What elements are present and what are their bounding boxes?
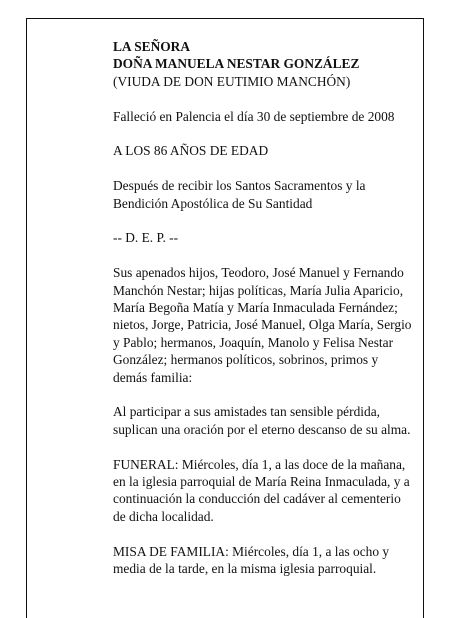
sacraments-line: Después de recibir los Santos Sacramentos y la	[113, 178, 366, 194]
mass-line: MISA DE FAMILIA: Miércoles, día 1, a las ocho y	[113, 543, 390, 559]
family-line: nietos, Jorge, Patricia, José Manuel, Olga María, Sergio	[113, 317, 412, 333]
age-line: A LOS 86 AÑOS DE EDAD	[113, 143, 269, 159]
request-paragraph	[113, 403, 423, 438]
mass-line: media de la tarde, en la misma iglesia parroquial.	[113, 561, 377, 577]
deceased-name: DOÑA MANUELA NESTAR GONZÁLEZ	[113, 56, 360, 72]
deceased-header	[113, 38, 423, 90]
funeral-line: en la iglesia parroquial de María Reina Inmaculada, y a	[113, 474, 410, 490]
sacraments-paragraph	[113, 177, 423, 212]
sacraments-line: Bendición Apostólica de Su Santidad	[113, 195, 313, 211]
family-line: y Pablo; hermanos, Joaquín, Manolo y Felisa Nestar	[113, 334, 394, 350]
funeral-line: FUNERAL: Miércoles, día 1, a las doce de la mañana,	[113, 456, 406, 472]
request-line: Al participar a sus amistades tan sensible pérdida,	[113, 404, 380, 420]
family-paragraph	[113, 264, 423, 386]
family-line: Manchón Nestar; hijas políticas, María Julia Aparicio,	[113, 282, 404, 298]
request-line: suplican una oración por el eterno descanso de su alma.	[113, 421, 411, 437]
family-line: demás familia:	[113, 369, 193, 385]
family-line: Sus apenados hijos, Teodoro, José Manuel y Fernando	[113, 265, 404, 281]
obituary-notice	[113, 38, 423, 595]
mass-paragraph	[113, 543, 423, 578]
funeral-line: de dicha localidad.	[113, 508, 214, 524]
widow-line: (VIUDA DE DON EUTIMIO MANCHÓN)	[113, 73, 351, 89]
family-line: González; hermanos políticos, sobrinos, primos y	[113, 352, 379, 368]
heading-title: LA SEÑORA	[113, 39, 191, 54]
rip-line: -- D. E. P. --	[113, 230, 179, 246]
funeral-line: continuación la conducción del cadáver al cementerio	[113, 491, 401, 507]
family-line: María Begoña Matía y María Inmaculada Fernández;	[113, 300, 398, 316]
funeral-paragraph	[113, 456, 423, 526]
death-line: Falleció en Palencia el día 30 de septiembre de 2008	[113, 108, 395, 124]
